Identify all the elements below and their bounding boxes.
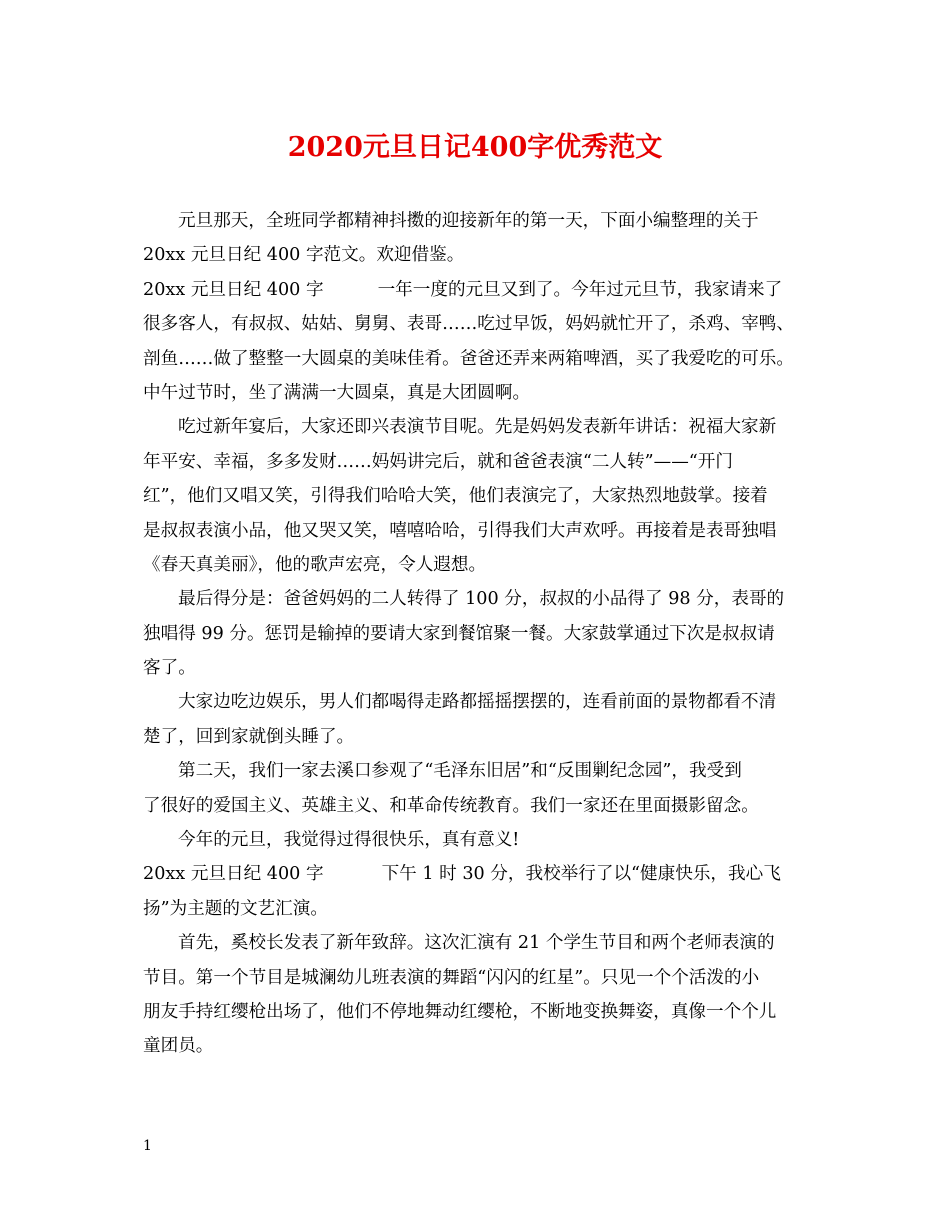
text-line <box>143 789 815 823</box>
text-span: 最后得分是：爸爸妈妈的二人转得了 100 分，叔叔的小品得了 98 分，表哥的 <box>178 589 785 610</box>
document-body <box>143 204 815 1064</box>
text-span: 童团员。 <box>143 1036 214 1057</box>
text-line <box>143 685 815 719</box>
text-span: 一年一度的元旦又到了。今年过元旦节，我家请来了 <box>377 279 783 300</box>
text-line <box>143 720 815 754</box>
text-span: 扬”为主题的文艺汇演。 <box>143 898 328 919</box>
text-line <box>143 1029 815 1063</box>
text-span: 首先，奚校长发表了新年致辞。这次汇演有 21 个学生节目和两个老师表演的 <box>178 933 775 954</box>
text-line <box>143 307 815 341</box>
text-span: 红”，他们又唱又笑，引得我们哈哈大笑，他们表演完了，大家热烈地鼓掌。接着 <box>143 486 768 507</box>
text-span: 楚了，回到家就倒头睡了。 <box>143 726 355 747</box>
text-line <box>143 857 815 891</box>
section-heading: 20xx 元旦日纪 400 字 <box>143 279 324 300</box>
text-line <box>143 582 815 616</box>
text-line <box>143 892 815 926</box>
text-span: 下午 1 时 30 分，我校举行了以“健康快乐，我心飞 <box>381 864 781 885</box>
text-line <box>143 514 815 548</box>
text-span: 中午过节时，坐了满满一大圆桌，真是大团圆啊。 <box>143 382 531 403</box>
text-span: 是叔叔表演小品，他又哭又笑，嘻嘻哈哈，引得我们大声欢呼。再接着是表哥独唱 <box>143 520 777 541</box>
text-line <box>143 376 815 410</box>
text-line <box>143 238 815 272</box>
text-line <box>143 548 815 582</box>
text-line <box>143 479 815 513</box>
text-line <box>143 995 815 1029</box>
text-line <box>143 617 815 651</box>
document-title: 2020元旦日记400字优秀范文 <box>287 132 663 163</box>
text-span: 了很好的爱国主义、英雄主义、和革命传统教育。我们一家还在里面摄影留念。 <box>143 795 759 816</box>
text-line <box>143 754 815 788</box>
text-span: 朋友手持红缨枪出场了，他们不停地舞动红缨枪，不断地变换舞姿，真像一个个儿 <box>143 1001 777 1022</box>
text-line <box>143 651 815 685</box>
text-span: 20xx 元旦日纪 400 字范文。欢迎借鉴。 <box>143 245 465 266</box>
text-span: 剖鱼……做了整整一大圆桌的美味佳肴。爸爸还弄来两箱啤酒，买了我爱吃的可乐。 <box>143 348 794 369</box>
text-span: 年平安、幸福，多多发财……妈妈讲完后，就和爸爸表演“二人转”——“开门 <box>143 451 733 472</box>
text-span: 节目。第一个节目是城澜幼儿班表演的舞蹈“闪闪的红星”。只见一个个活泼的小 <box>143 967 760 988</box>
text-line <box>143 823 815 857</box>
text-span: 客了。 <box>143 658 196 679</box>
text-line <box>143 926 815 960</box>
text-span: 大家边吃边娱乐，男人们都喝得走路都摇摇摆摆的，连看前面的景物都看不清 <box>178 692 777 713</box>
text-span: 元旦那天，全班同学都精神抖擞的迎接新年的第一天，下面小编整理的关于 <box>178 211 759 231</box>
text-line <box>143 273 815 307</box>
text-span: 第二天，我们一家去溪口参观了“毛泽东旧居”和“反围剿纪念园”，我受到 <box>178 761 742 782</box>
text-span: 吃过新年宴后，大家还即兴表演节目呢。先是妈妈发表新年讲话：祝福大家新 <box>178 417 777 438</box>
text-span: 很多客人，有叔叔、姑姑、舅舅、表哥……吃过早饭，妈妈就忙开了，杀鸡、宰鸭、 <box>143 314 794 335</box>
text-line <box>143 961 815 995</box>
section-heading: 20xx 元旦日纪 400 字 <box>143 864 324 885</box>
text-span: 今年的元旦，我觉得过得很快乐，真有意义! <box>178 830 520 851</box>
text-line <box>143 204 815 238</box>
text-line <box>143 342 815 376</box>
text-line <box>143 410 815 444</box>
text-span: 独唱得 99 分。惩罚是输掉的要请大家到餐馆聚一餐。大家鼓掌通过下次是叔叔请 <box>143 623 775 644</box>
text-span: 《春天真美丽》，他的歌声宏亮，令人遐想。 <box>143 554 487 575</box>
page-number: 1 <box>143 1138 152 1154</box>
text-line <box>143 445 815 479</box>
